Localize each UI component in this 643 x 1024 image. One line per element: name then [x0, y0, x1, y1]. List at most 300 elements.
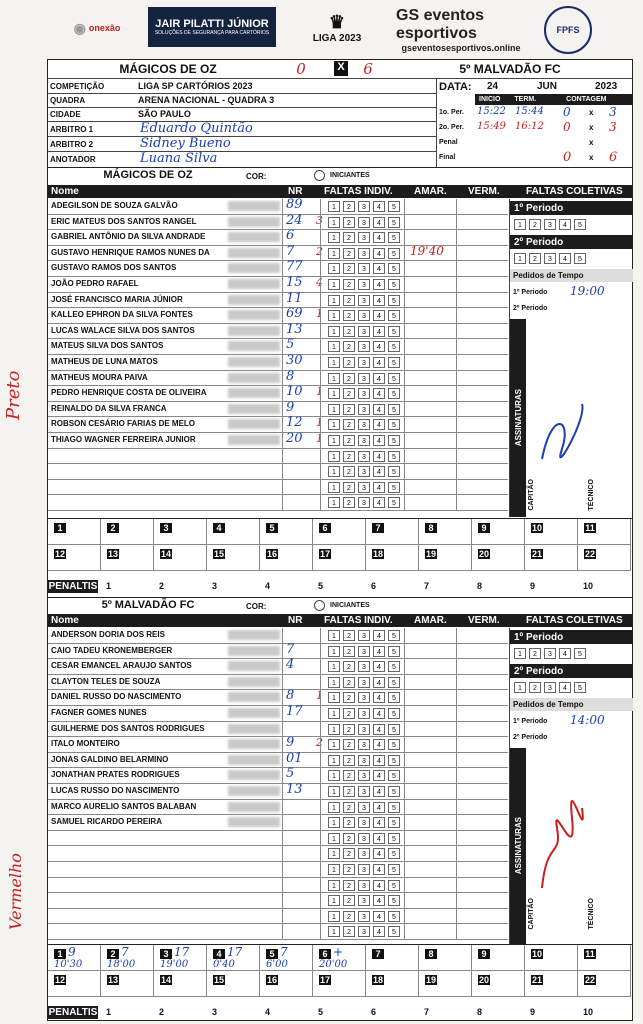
- faltas-divider: [320, 815, 321, 831]
- b-capitao-label: CAPITÃO: [528, 898, 535, 930]
- foul-cells: [328, 232, 403, 243]
- player-name: JONAS GALDINO BELARMINO: [51, 754, 169, 764]
- foul-box: 2: [343, 661, 355, 672]
- foul-box: 1: [328, 692, 340, 703]
- goal-slot-number: 15: [213, 549, 224, 559]
- faltas-divider: [320, 831, 321, 847]
- foul-cells: [328, 677, 403, 688]
- team-b-col-headers: [48, 614, 632, 627]
- amar-divider: [404, 324, 405, 340]
- nr-divider: [282, 628, 283, 644]
- nr-divider: [282, 893, 283, 909]
- foul-cells: [328, 466, 403, 477]
- a-tecnico-label: TÉCNICO: [588, 479, 595, 511]
- nr-divider: [282, 324, 283, 340]
- iniciantes-label-a: INICIANTES: [330, 172, 370, 179]
- verm-divider: [456, 815, 457, 831]
- goal-slot-number: 10: [531, 523, 542, 533]
- foul-box: 2: [343, 926, 355, 937]
- faltas-divider: [320, 862, 321, 878]
- foul-box: 2: [529, 682, 541, 693]
- foul-box: 4: [373, 630, 385, 641]
- foul-box: 3: [358, 926, 370, 937]
- amar-divider: [404, 878, 405, 894]
- nr-divider: [282, 644, 283, 660]
- goal-slot: [366, 945, 419, 971]
- foul-box: 5: [388, 833, 400, 844]
- foul-box: 4: [373, 911, 385, 922]
- table-row: [48, 722, 508, 738]
- foul-box: 3: [358, 373, 370, 384]
- foul-box: 3: [544, 682, 556, 693]
- goal-time: 18'00: [107, 959, 136, 970]
- goal-scorer: 9: [68, 945, 76, 959]
- foul-box: 3: [358, 357, 370, 368]
- goal-slot: [578, 945, 631, 971]
- player-name: GUILHERME DOS SANTOS RODRIGUES: [51, 723, 205, 733]
- liga-logo: [312, 8, 362, 48]
- goal-slot: [154, 545, 207, 571]
- player-name: THIAGO WAGNER FERREIRA JUNIOR: [51, 435, 196, 444]
- foul-box: 1: [328, 295, 340, 306]
- foul-box: 3: [358, 895, 370, 906]
- foul-box: 3: [358, 419, 370, 430]
- final-label: Final: [439, 154, 456, 161]
- term-label: TERM.: [514, 96, 537, 103]
- player-foul-mark: 1: [316, 432, 323, 445]
- p2-end: 16:12: [515, 121, 544, 132]
- foul-box: 3: [358, 482, 370, 493]
- foul-cells: [328, 630, 403, 641]
- foul-box: 2: [343, 497, 355, 508]
- amar-divider: [404, 675, 405, 691]
- faltas-divider: [320, 433, 321, 449]
- amar-divider: [404, 402, 405, 418]
- table-row: [48, 368, 508, 387]
- foul-box: 1: [328, 388, 340, 399]
- amar-divider: [404, 261, 405, 277]
- team-a-name: MÁGICOS DE OZ: [103, 169, 193, 181]
- foul-box: 4: [373, 817, 385, 828]
- amar-divider: [404, 371, 405, 387]
- nr-divider: [282, 768, 283, 784]
- foul-box: 3: [358, 341, 370, 352]
- trophy-icon: ♛: [328, 12, 346, 32]
- foul-cells: [328, 848, 403, 859]
- data-day: 24: [487, 81, 499, 92]
- goal-slot-number: 3: [160, 949, 172, 959]
- foul-box: 1: [328, 341, 340, 352]
- table-row: [48, 909, 508, 925]
- amar-divider: [404, 784, 405, 800]
- table-row: [48, 321, 508, 340]
- foul-box: 3: [544, 648, 556, 659]
- goal-slot: [578, 519, 631, 545]
- foul-box: 3: [358, 201, 370, 212]
- foul-box: 3: [358, 404, 370, 415]
- foul-box: 2: [343, 279, 355, 290]
- player-name: MATEUS SILVA DOS SANTOS: [51, 341, 164, 351]
- p2-score-a: 0: [563, 120, 571, 134]
- nr-divider: [282, 675, 283, 691]
- table-row: [48, 641, 508, 660]
- goal-slot-number: 21: [531, 975, 542, 985]
- goal-slot-number: 4: [213, 949, 225, 959]
- foul-cells: [328, 341, 403, 352]
- foul-box: 1: [328, 848, 340, 859]
- verm-divider: [456, 215, 457, 231]
- table-row: [48, 846, 508, 862]
- foul-box: 3: [358, 911, 370, 922]
- foul-cells: [328, 817, 403, 828]
- nr-divider: [282, 878, 283, 894]
- foul-box: 1: [328, 646, 340, 657]
- foul-box: 3: [358, 802, 370, 813]
- foul-box: 3: [358, 263, 370, 274]
- amar-divider: [404, 433, 405, 449]
- goal-slot: [366, 971, 419, 997]
- player-name: GABRIEL ANTÔNIO DA SILVA ANDRADE: [51, 232, 206, 242]
- verm-divider: [456, 386, 457, 402]
- faltas-divider: [320, 324, 321, 340]
- foul-box: 1: [328, 217, 340, 228]
- foul-box: 5: [574, 253, 586, 264]
- foul-box: 2: [343, 646, 355, 657]
- foul-box: 5: [388, 279, 400, 290]
- foul-cells: [328, 201, 403, 212]
- foul-box: 5: [388, 848, 400, 859]
- goal-slot: [419, 945, 472, 971]
- foul-box: 2: [529, 648, 541, 659]
- foul-box: 3: [358, 295, 370, 306]
- goal-slot: [101, 519, 154, 545]
- foul-box: 3: [544, 253, 556, 264]
- faltas-divider: [320, 199, 321, 215]
- nr-divider: [282, 339, 283, 355]
- table-row: [48, 399, 508, 418]
- foul-box: 3: [358, 708, 370, 719]
- team-a-col-headers: [48, 185, 632, 198]
- foul-box: 2: [343, 248, 355, 259]
- goal-slot: [207, 519, 260, 545]
- foul-box: 5: [388, 263, 400, 274]
- goal-scorer: 7: [280, 945, 288, 959]
- cor-label-a: COR:: [246, 172, 267, 181]
- nr-divider: [282, 355, 283, 371]
- cidade-value: SÃO PAULO: [138, 109, 191, 119]
- faltas-divider: [320, 675, 321, 691]
- team-a-header: [48, 168, 632, 184]
- foul-box: 5: [388, 482, 400, 493]
- goal-slot-number: 6: [319, 949, 331, 959]
- foul-cells: [328, 895, 403, 906]
- foul-box: 2: [343, 708, 355, 719]
- foul-box: 3: [358, 279, 370, 290]
- player-foul-mark: 1: [316, 416, 323, 430]
- foul-box: 2: [343, 482, 355, 493]
- faltas-divider: [320, 215, 321, 231]
- goal-slot-number: 2: [107, 949, 119, 959]
- foul-box: 2: [343, 419, 355, 430]
- goal-slot: [525, 545, 578, 571]
- goal-slot-number: 15: [213, 975, 224, 985]
- verm-divider: [456, 355, 457, 371]
- foul-box: 5: [388, 341, 400, 352]
- cor-circle-a: [314, 170, 325, 181]
- nr-divider: [282, 909, 283, 925]
- player-name: ANDERSON DORIA DOS REIS: [51, 630, 165, 639]
- verm-divider: [456, 644, 457, 660]
- table-row: [48, 261, 508, 277]
- a-assinaturas-label: ASSINATURAS: [513, 389, 523, 447]
- verm-divider: [456, 433, 457, 449]
- penalti-number: 4: [265, 581, 271, 591]
- arbitro1-value: Eduardo Quintão: [140, 121, 253, 136]
- goal-slot-number: 7: [372, 949, 384, 959]
- match-row: [48, 60, 632, 79]
- penal-x: x: [589, 138, 594, 147]
- foul-cells: [328, 310, 403, 321]
- b-pedido-p1-label: 1º Periodo: [513, 718, 548, 725]
- foul-box: 5: [388, 802, 400, 813]
- b-p2-fouls: [514, 682, 589, 693]
- faltas-divider: [320, 308, 321, 324]
- final-x: x: [589, 153, 594, 162]
- redacted-id: [228, 232, 280, 242]
- a-p1-fouls: [514, 219, 589, 230]
- foul-box: 2: [343, 217, 355, 228]
- foul-box: 4: [373, 895, 385, 906]
- nr-divider: [282, 690, 283, 706]
- foul-cells: [328, 755, 403, 766]
- player-name: KALLEO EPHRON DA SILVA FONTES: [51, 310, 193, 320]
- goal-slot-number: 20: [478, 549, 489, 559]
- nr-divider: [282, 417, 283, 433]
- team-b-header: [48, 597, 632, 614]
- goal-time: 10'30: [54, 959, 83, 970]
- foul-cells: [328, 263, 403, 274]
- amar-divider: [404, 644, 405, 660]
- foul-box: 2: [343, 404, 355, 415]
- p1-x: x: [589, 108, 594, 117]
- foul-cells: [328, 497, 403, 508]
- foul-box: 1: [328, 926, 340, 937]
- col-faltas-col-b: FALTAS COLETIVAS: [526, 615, 623, 626]
- foul-box: 3: [358, 786, 370, 797]
- foul-box: 2: [343, 739, 355, 750]
- foul-box: 5: [388, 817, 400, 828]
- penalti-number: 10: [583, 581, 594, 591]
- faltas-divider: [320, 246, 321, 262]
- penalti-number: 5: [318, 581, 324, 591]
- foul-box: 1: [328, 279, 340, 290]
- table-row: [48, 464, 508, 480]
- foul-box: 2: [343, 864, 355, 875]
- foul-box: 5: [388, 295, 400, 306]
- nr-divider: [282, 386, 283, 402]
- foul-box: 1: [328, 373, 340, 384]
- verm-divider: [456, 924, 457, 940]
- gs-title: GS eventos esportivos: [396, 7, 485, 42]
- goal-slot: [578, 545, 631, 571]
- foul-box: 2: [343, 755, 355, 766]
- p2-start: 15:49: [477, 121, 506, 132]
- goal-slot-number: 19: [425, 549, 436, 559]
- foul-box: 5: [388, 739, 400, 750]
- goal-slot: [472, 519, 525, 545]
- score-b: 6: [363, 60, 373, 78]
- fpfs-seal: [544, 6, 592, 54]
- foul-box: 4: [559, 219, 571, 230]
- goal-slot: [48, 545, 101, 571]
- verm-divider: [456, 371, 457, 387]
- team-b-title: 5º MALVADÃO FC: [459, 62, 561, 76]
- rule: [48, 136, 436, 137]
- yellow-card-time: 19'40: [410, 243, 444, 258]
- foul-cells: [328, 724, 403, 735]
- foul-box: 4: [373, 388, 385, 399]
- foul-box: 1: [328, 708, 340, 719]
- nr-divider: [282, 215, 283, 231]
- amar-divider: [404, 339, 405, 355]
- player-number: 12: [286, 415, 303, 431]
- foul-box: 4: [373, 217, 385, 228]
- goal-slot: [525, 971, 578, 997]
- penalti-number: 3: [212, 1007, 218, 1017]
- amar-divider: [404, 846, 405, 862]
- foul-box: 5: [388, 232, 400, 243]
- goal-slot: [154, 971, 207, 997]
- table-row: [48, 480, 508, 496]
- sponsor-sub: SOLUÇÕES DE SEGURANÇA PARA CARTÓRIOS: [154, 30, 270, 36]
- p2-label: 2o. Per.: [439, 124, 464, 131]
- verm-divider: [456, 402, 457, 418]
- foul-box: 2: [343, 466, 355, 477]
- goal-slot: [419, 519, 472, 545]
- player-foul-mark: 3: [316, 213, 323, 227]
- player-number: 01: [286, 750, 303, 766]
- foul-box: 1: [328, 326, 340, 337]
- redacted-id: [228, 646, 280, 656]
- goal-slot: [578, 971, 631, 997]
- foul-cells: [328, 326, 403, 337]
- verm-divider: [456, 246, 457, 262]
- table-row: [48, 784, 508, 800]
- table-row: [48, 449, 508, 465]
- foul-box: 2: [343, 435, 355, 446]
- b-pedidos-label: Pedidos de Tempo: [510, 698, 633, 711]
- player-number: 24: [286, 212, 303, 228]
- player-number: 8: [286, 368, 295, 384]
- table-row: [48, 800, 508, 816]
- goal-time: 6'00: [266, 959, 288, 970]
- foul-box: 5: [388, 435, 400, 446]
- rule: [48, 151, 436, 152]
- goal-slot-number: 6: [319, 523, 331, 533]
- redacted-id: [228, 786, 280, 796]
- player-foul-mark: 2: [316, 244, 323, 258]
- verm-divider: [456, 261, 457, 277]
- foul-box: 2: [343, 833, 355, 844]
- table-row: [48, 199, 508, 215]
- liga-logo-text: LIGA 2023: [312, 33, 362, 44]
- goal-slot-number: 12: [54, 549, 65, 559]
- foul-box: 1: [328, 677, 340, 688]
- nr-divider: [282, 277, 283, 293]
- amar-divider: [404, 753, 405, 769]
- foul-box: 1: [328, 911, 340, 922]
- amar-divider: [404, 862, 405, 878]
- competicao-value: LIGA SP CARTÓRIOS 2023: [138, 81, 253, 91]
- faltas-divider: [320, 371, 321, 387]
- player-number: 11: [286, 290, 303, 306]
- nr-divider: [282, 831, 283, 847]
- amar-divider: [404, 768, 405, 784]
- verm-divider: [456, 893, 457, 909]
- foul-box: 1: [328, 895, 340, 906]
- table-row: [48, 750, 508, 769]
- nr-divider: [282, 924, 283, 940]
- foul-box: 4: [373, 263, 385, 274]
- nr-divider: [282, 480, 283, 496]
- goal-slot-number: 22: [584, 975, 595, 985]
- goal-slot: [260, 519, 313, 545]
- penalti-number: 2: [159, 1007, 165, 1017]
- nr-divider: [282, 433, 283, 449]
- foul-box: 5: [574, 648, 586, 659]
- sponsor-name: JAIR PILATTI JÚNIOR: [155, 18, 269, 30]
- foul-box: 2: [343, 692, 355, 703]
- amar-divider: [404, 628, 405, 644]
- b-assinaturas-label: ASSINATURAS: [513, 817, 523, 875]
- b-pedido-p1-value: 14:00: [570, 713, 605, 727]
- verm-divider: [456, 628, 457, 644]
- verm-divider: [456, 308, 457, 324]
- faltas-divider: [320, 386, 321, 402]
- goal-slot-number: 8: [425, 949, 437, 959]
- penalti-number: 8: [477, 1007, 483, 1017]
- arbitro1-label: ARBITRO 1: [50, 125, 94, 134]
- data-label: DATA:: [439, 81, 472, 93]
- faltas-divider: [320, 230, 321, 246]
- goal-slot: [101, 971, 154, 997]
- goal-slot: [207, 545, 260, 571]
- faltas-divider: [320, 495, 321, 511]
- penalti-number: 5: [318, 1007, 324, 1017]
- amar-divider: [404, 199, 405, 215]
- table-row: [48, 417, 508, 433]
- player-number: 8: [286, 688, 295, 704]
- foul-box: 2: [343, 326, 355, 337]
- table-row: [48, 815, 508, 831]
- col-verm-b: VERM.: [468, 615, 500, 626]
- foul-box: 2: [343, 630, 355, 641]
- period-header: [475, 94, 633, 105]
- side-note-b: Vermelho: [6, 853, 25, 930]
- penalti-number: 2: [159, 581, 165, 591]
- iniciantes-label-b: INICIANTES: [330, 602, 370, 609]
- verm-divider: [456, 324, 457, 340]
- col-nome-a: Nome: [51, 186, 79, 197]
- player-number: 6: [286, 228, 295, 244]
- verm-divider: [456, 737, 457, 753]
- player-number: 7: [286, 641, 295, 657]
- goal-scorer: +: [333, 945, 344, 959]
- verm-divider: [456, 753, 457, 769]
- foul-box: 1: [328, 310, 340, 321]
- goal-slot-number: 20: [478, 975, 489, 985]
- foul-box: 4: [373, 833, 385, 844]
